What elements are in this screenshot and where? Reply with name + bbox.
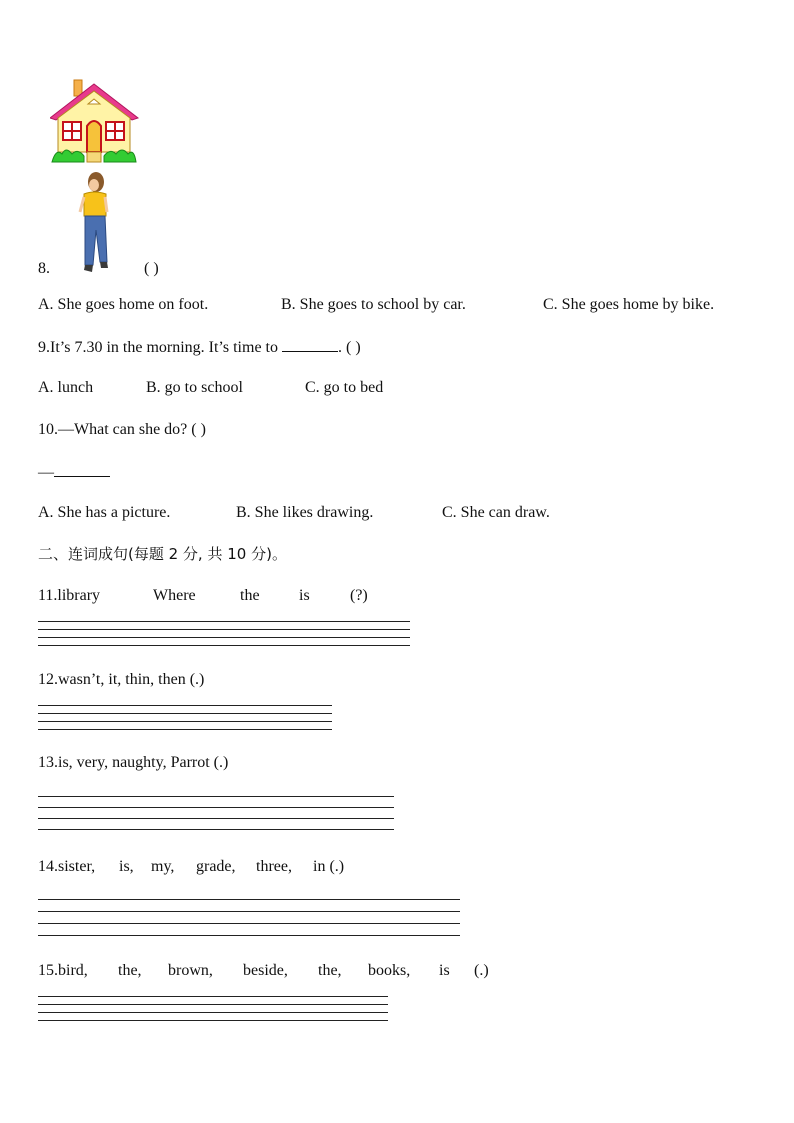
q15-word: the, bbox=[318, 962, 342, 979]
q14-word: my, bbox=[151, 858, 175, 875]
q14-word: is, bbox=[119, 858, 134, 875]
girl-walking-illustration bbox=[74, 170, 114, 276]
q14-word: in (.) bbox=[313, 858, 345, 875]
q12-line bbox=[38, 670, 204, 690]
q10-option-b[interactable]: B. She likes drawing. bbox=[236, 504, 374, 521]
q9-number: 9. bbox=[38, 339, 50, 356]
q15-word: beside, bbox=[243, 962, 288, 979]
q13-words: is, very, naughty, Parrot (.) bbox=[58, 754, 229, 771]
q8-answer-paren[interactable]: ( ) bbox=[144, 260, 159, 277]
q10-answer-line bbox=[38, 462, 110, 483]
house-illustration bbox=[50, 78, 140, 166]
q11-word: is bbox=[299, 587, 310, 604]
q11-word: Where bbox=[153, 587, 196, 604]
q11-word: (?) bbox=[350, 587, 368, 604]
q10-stem-line bbox=[38, 420, 206, 440]
q8-option-c[interactable]: C. She goes home by bike. bbox=[543, 296, 715, 313]
q9-tail: . ( ) bbox=[337, 339, 361, 356]
q8-option-a[interactable]: A. She goes home on foot. bbox=[38, 296, 209, 313]
q15-writing-lines[interactable] bbox=[38, 996, 388, 1028]
q11-number: 11. bbox=[38, 587, 58, 604]
q9-stem-line bbox=[38, 337, 361, 358]
q10-option-c[interactable]: C. She can draw. bbox=[442, 504, 550, 521]
q14-word: three, bbox=[256, 858, 292, 875]
q11-line bbox=[38, 586, 100, 606]
q13-writing-lines[interactable] bbox=[38, 796, 394, 837]
q9-option-c[interactable]: C. go to bed bbox=[305, 379, 384, 396]
q9-stem: It’s 7.30 in the morning. It’s time to bbox=[50, 339, 278, 356]
q10-answer-dash: — bbox=[38, 464, 54, 481]
q14-word: grade, bbox=[196, 858, 236, 875]
section2-heading: 二、连词成句(每题 2 分, 共 10 分)。 bbox=[38, 545, 287, 563]
q13-number: 13. bbox=[38, 754, 58, 771]
q15-word: (.) bbox=[474, 962, 489, 979]
q9-option-a[interactable]: A. lunch bbox=[38, 379, 94, 396]
q12-number: 12. bbox=[38, 671, 58, 688]
q15-word: the, bbox=[118, 962, 142, 979]
q9-answer-blank[interactable] bbox=[282, 337, 338, 352]
q11-word: the bbox=[240, 587, 260, 604]
q15-word: brown, bbox=[168, 962, 213, 979]
q14-number: 14. bbox=[38, 858, 58, 875]
q15-word: is bbox=[439, 962, 450, 979]
q15-number: 15. bbox=[38, 962, 58, 979]
q15-word: books, bbox=[368, 962, 411, 979]
q13-line bbox=[38, 753, 228, 773]
q11-word: library bbox=[57, 587, 101, 604]
q10-number: 10. bbox=[38, 421, 58, 438]
q12-writing-lines[interactable] bbox=[38, 705, 332, 737]
q9-option-b[interactable]: B. go to school bbox=[146, 379, 243, 396]
q10-option-a[interactable]: A. She has a picture. bbox=[38, 504, 171, 521]
q14-word: sister, bbox=[58, 858, 96, 875]
q14-writing-lines[interactable] bbox=[38, 899, 460, 943]
q14-line bbox=[38, 857, 95, 877]
q10-answer-blank[interactable] bbox=[54, 462, 110, 477]
q12-words: wasn’t, it, thin, then (.) bbox=[58, 671, 205, 688]
q10-stem: —What can she do? ( ) bbox=[58, 421, 206, 438]
q8-number: 8. bbox=[38, 260, 50, 277]
q11-writing-lines[interactable] bbox=[38, 621, 410, 653]
q15-word: bird, bbox=[58, 962, 88, 979]
q8-option-b[interactable]: B. She goes to school by car. bbox=[281, 296, 466, 313]
q15-line bbox=[38, 961, 88, 981]
